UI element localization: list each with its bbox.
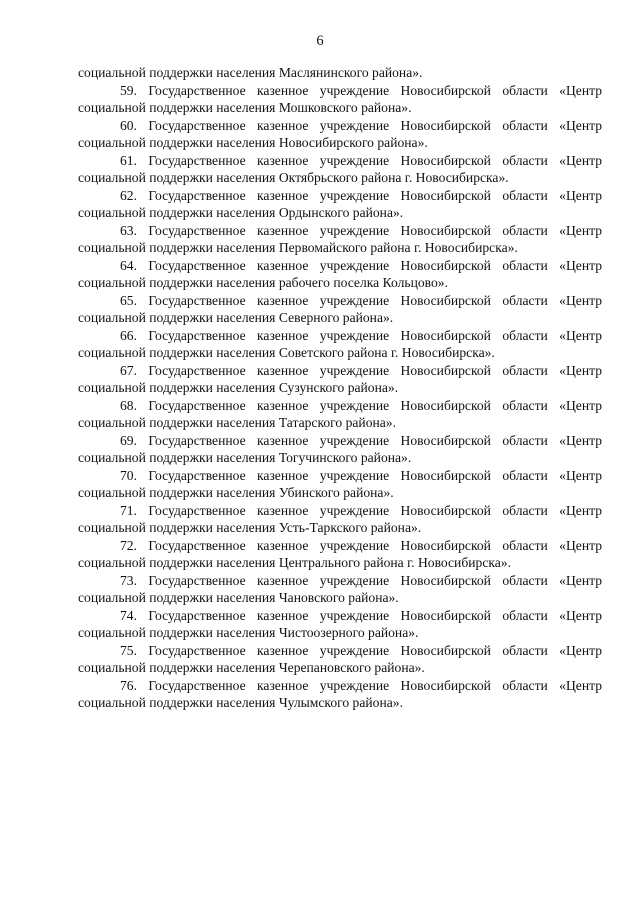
list-item-second-line: социальной поддержки населения Новосибирского района».: [78, 135, 428, 150]
list-item-first-line: 69. Государственное казенное учреждение Новосибирской области «Центр: [120, 432, 602, 448]
list-item-second-line: социальной поддержки населения Усть-Таркского района».: [78, 520, 422, 535]
list-item-first-line: 76. Государственное казенное учреждение Новосибирской области «Центр: [120, 677, 602, 693]
list-item-second-line: социальной поддержки населения Татарского района».: [78, 415, 396, 430]
list-item: [78, 677, 602, 712]
list-item-first-line: 71. Государственное казенное учреждение Новосибирской области «Центр: [120, 502, 602, 518]
list-item: [78, 82, 602, 117]
list-item-first-line: 61. Государственное казенное учреждение Новосибирской области «Центр: [120, 152, 602, 168]
list-item: [78, 467, 602, 502]
list-item: [78, 327, 602, 362]
list-item-second-line: социальной поддержки населения Сузунского района».: [78, 380, 399, 395]
list-item-second-line: социальной поддержки населения рабочего поселка Кольцово».: [78, 275, 448, 290]
list-item-second-line: социальной поддержки населения Ордынского района».: [78, 205, 404, 220]
list-item-first-line: 68. Государственное казенное учреждение Новосибирской области «Центр: [120, 397, 602, 413]
list-item-first-line: 66. Государственное казенное учреждение Новосибирской области «Центр: [120, 327, 602, 343]
list-item-second-line: социальной поддержки населения Центрального района г. Новосибирска».: [78, 555, 511, 570]
list-item-second-line: социальной поддержки населения Чулымского района».: [78, 695, 403, 710]
list-item-second-line: социальной поддержки населения Советского района г. Новосибирска».: [78, 345, 495, 360]
list-item-second-line: социальной поддержки населения Тогучинского района».: [78, 450, 412, 465]
list-item-first-line: 62. Государственное казенное учреждение Новосибирской области «Центр: [120, 187, 602, 203]
list-item-second-line: социальной поддержки населения Чановского района».: [78, 590, 399, 605]
list-item-second-line: социальной поддержки населения Мошковского района».: [78, 100, 412, 115]
list-item: [78, 257, 602, 292]
list-item: [78, 607, 602, 642]
list-item-first-line: 70. Государственное казенное учреждение Новосибирской области «Центр: [120, 467, 602, 483]
list-item-first-line: 59. Государственное казенное учреждение Новосибирской области «Центр: [120, 82, 602, 98]
list-item-first-line: 72. Государственное казенное учреждение Новосибирской области «Центр: [120, 537, 602, 553]
list-item: [78, 362, 602, 397]
list-item: [78, 537, 602, 572]
continuation-line: социальной поддержки населения Маслянинского района».: [78, 65, 423, 80]
list-item-first-line: 75. Государственное казенное учреждение Новосибирской области «Центр: [120, 642, 602, 658]
list-item-first-line: 63. Государственное казенное учреждение Новосибирской области «Центр: [120, 222, 602, 238]
list-item: [78, 152, 602, 187]
list-item-first-line: 60. Государственное казенное учреждение Новосибирской области «Центр: [120, 117, 602, 133]
document-body: [78, 64, 602, 712]
list-item: [78, 292, 602, 327]
list-item: [78, 117, 602, 152]
list-item: [78, 222, 602, 257]
list-item: [78, 397, 602, 432]
list-item-first-line: 67. Государственное казенное учреждение Новосибирской области «Центр: [120, 362, 602, 378]
list-item-first-line: 73. Государственное казенное учреждение Новосибирской области «Центр: [120, 572, 602, 588]
page-number: 6: [316, 33, 324, 49]
institution-list: [78, 82, 602, 712]
list-item-second-line: социальной поддержки населения Черепановского района».: [78, 660, 425, 675]
list-item-second-line: социальной поддержки населения Первомайского района г. Новосибирска».: [78, 240, 518, 255]
list-item: [78, 502, 602, 537]
list-item: [78, 432, 602, 467]
list-item-first-line: 64. Государственное казенное учреждение Новосибирской области «Центр: [120, 257, 602, 273]
list-item-first-line: 74. Государственное казенное учреждение Новосибирской области «Центр: [120, 607, 602, 623]
list-item-second-line: социальной поддержки населения Октябрьского района г. Новосибирска».: [78, 170, 509, 185]
list-item-second-line: социальной поддержки населения Чистоозерного района».: [78, 625, 419, 640]
list-item-first-line: 65. Государственное казенное учреждение Новосибирской области «Центр: [120, 292, 602, 308]
list-item: [78, 572, 602, 607]
list-item-second-line: социальной поддержки населения Северного района».: [78, 310, 394, 325]
list-item-second-line: социальной поддержки населения Убинского района».: [78, 485, 394, 500]
list-item: [78, 187, 602, 222]
list-item: [78, 642, 602, 677]
